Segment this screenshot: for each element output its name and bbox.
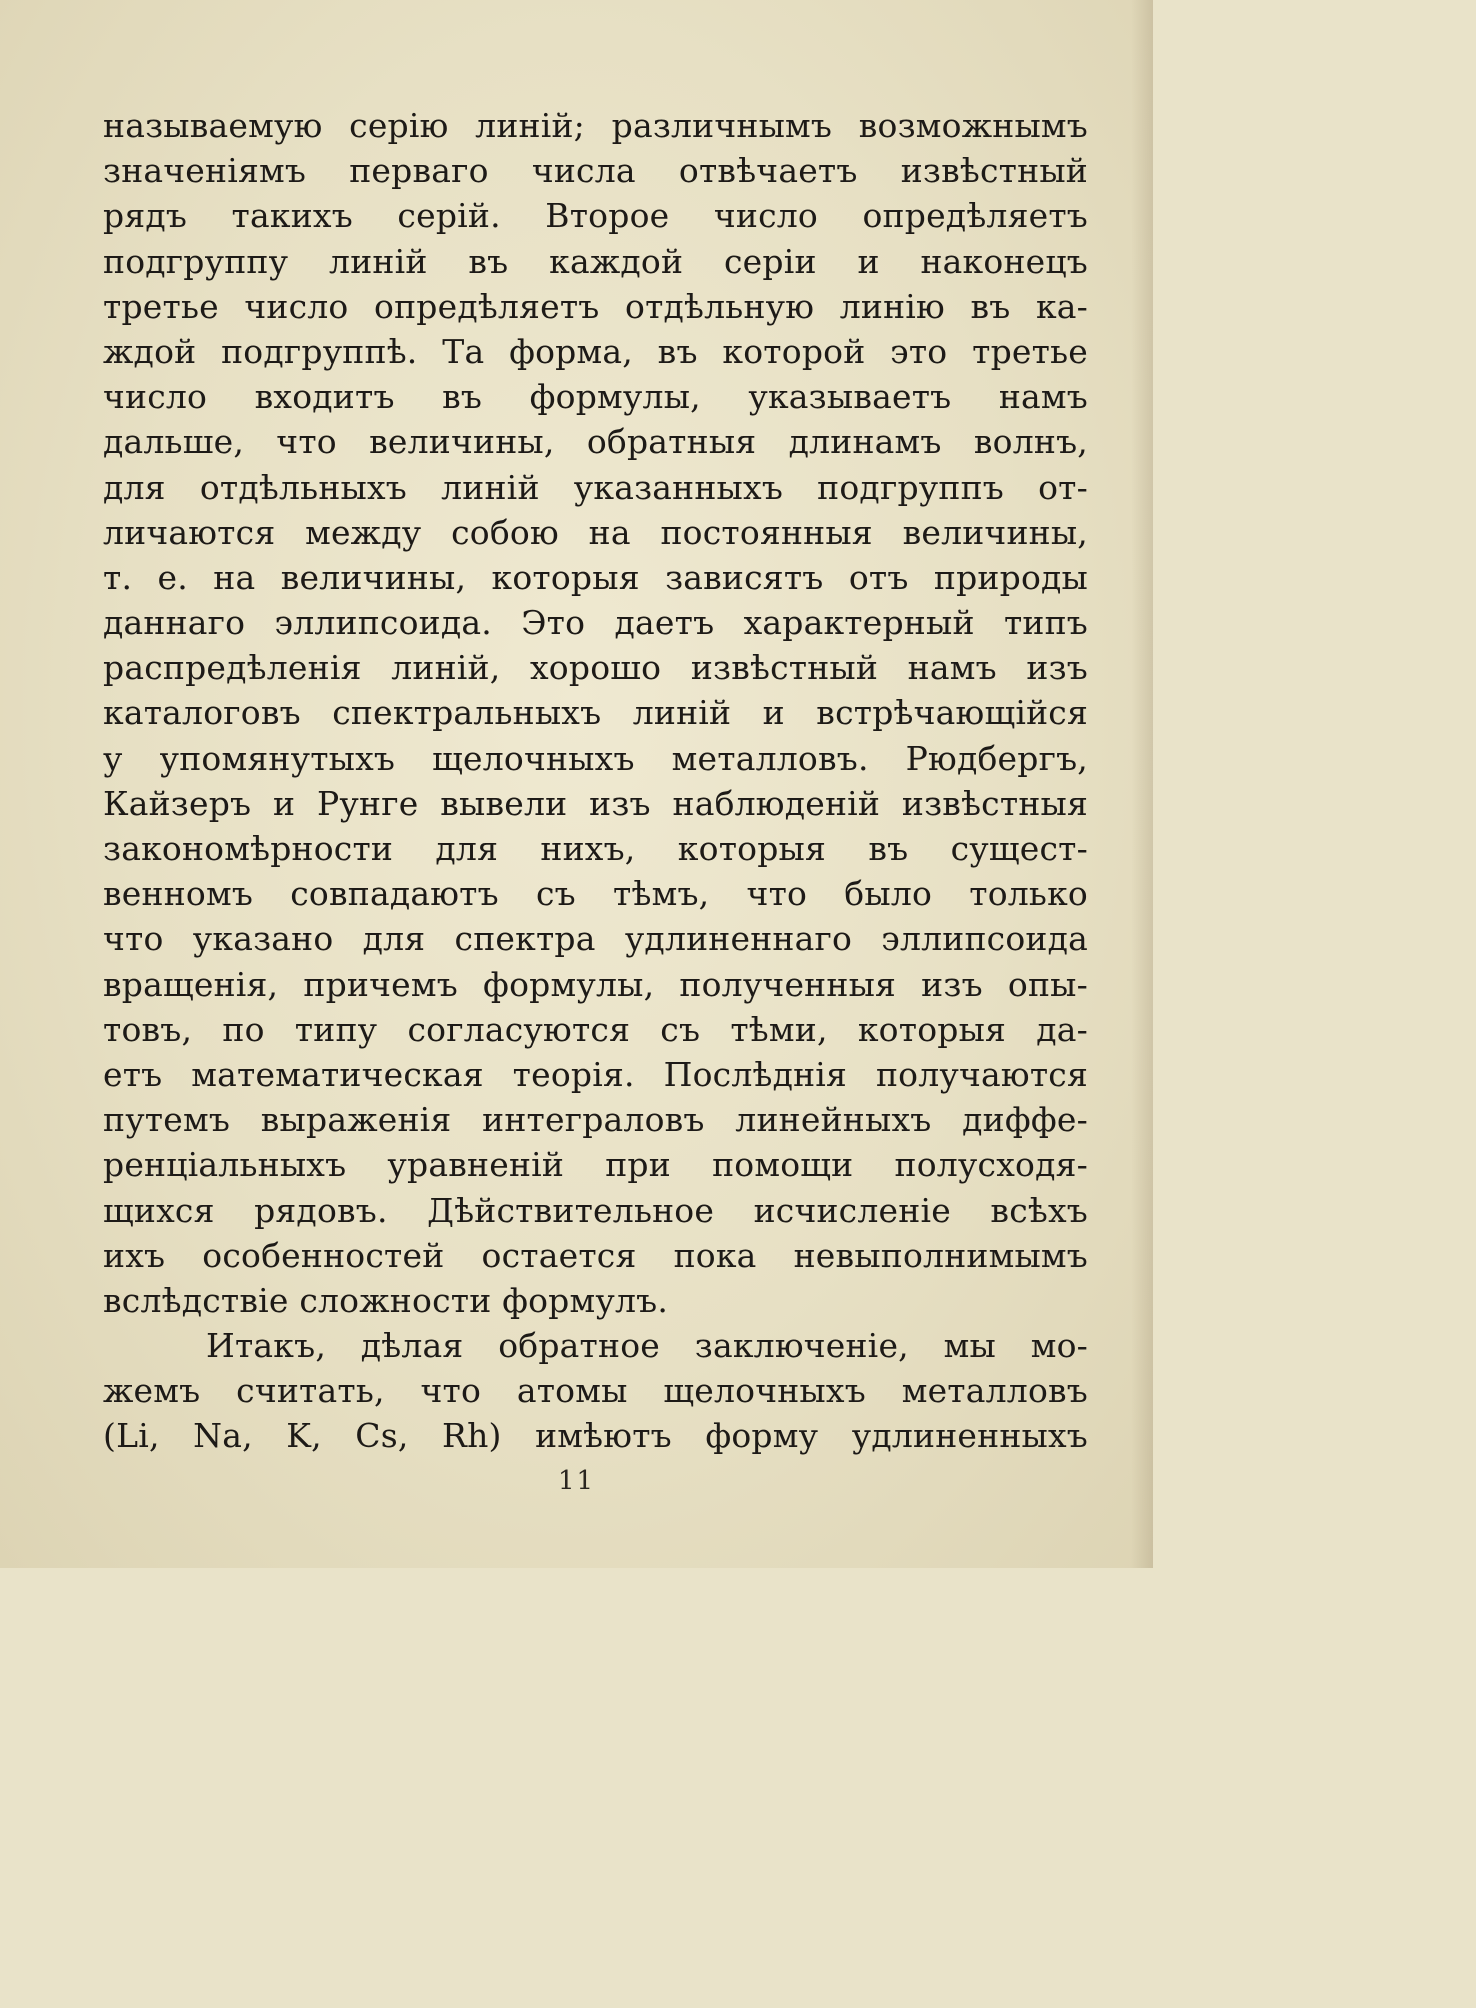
text-line: личаются между собою на постоянныя величины, [103,512,1088,552]
text-line: жемъ считать, что атомы щелочныхъ металловъ [103,1371,1088,1411]
text-line: щихся рядовъ. Дѣйствительное исчисленіе всѣхъ [103,1190,1088,1230]
text-line: венномъ совпадаютъ съ тѣмъ, что было только [103,874,1088,914]
text-line: Итакъ, дѣлая обратное заключеніе, мы мо- [206,1326,1088,1366]
text-line: даннаго эллипсоида. Это даетъ характерный типъ [103,603,1088,643]
page-number: 11 [557,1466,596,1496]
text-line: т. е. на величины, которыя зависятъ отъ природы [103,557,1088,597]
text-line: вращенія, причемъ формулы, полученныя изъ опы- [103,964,1088,1004]
text-line: ихъ особенностей остается пока невыполнимымъ [103,1235,1088,1275]
text-line: етъ математическая теорія. Послѣднія получаются [103,1054,1088,1094]
text-line: путемъ выраженія интеграловъ линейныхъ диффе- [103,1100,1088,1140]
text-line: ждой подгруппѣ. Та форма, въ которой это третье [103,331,1088,371]
body-text [103,103,1088,1459]
text-line: рядъ такихъ серій. Второе число опредѣляетъ [103,196,1088,236]
text-line: подгруппу линій въ каждой серіи и наконецъ [103,241,1088,281]
text-line: что указано для спектра удлиненнаго эллипсоида [103,919,1088,959]
text-line: распредѣленія линій, хорошо извѣстный намъ изъ [103,648,1088,688]
text-line: третье число опредѣляетъ отдѣльную линію въ ка- [103,286,1088,326]
text-line: у упомянутыхъ щелочныхъ металловъ. Рюдбергъ, [103,738,1088,778]
text-line: товъ, по типу согласуются съ тѣми, которыя да- [103,1009,1088,1049]
text-line: закономѣрности для нихъ, которыя въ сущест- [103,829,1088,868]
text-line: значеніямъ перваго числа отвѣчаетъ извѣстный [103,151,1088,191]
text-line: вслѣдствіе сложности формулъ. [103,1280,669,1320]
text-line: (Li, Na, K, Cs, Rh) имѣютъ форму удлиненныхъ [103,1416,1088,1456]
text-line: для отдѣльныхъ линій указанныхъ подгруппъ от- [103,467,1088,507]
text-line: дальше, что величины, обратныя длинамъ волнъ, [103,422,1088,462]
text-line: называемую серію линій; различнымъ возможнымъ [103,106,1088,145]
text-line: каталоговъ спектральныхъ линій и встрѣчающійся [103,693,1088,733]
text-line: ренціальныхъ уравненій при помощи полусходя- [103,1145,1088,1185]
text-line: число входитъ въ формулы, указываетъ намъ [103,377,1088,417]
text-line: Кайзеръ и Рунге вывели изъ наблюденій извѣстныя [103,783,1088,823]
